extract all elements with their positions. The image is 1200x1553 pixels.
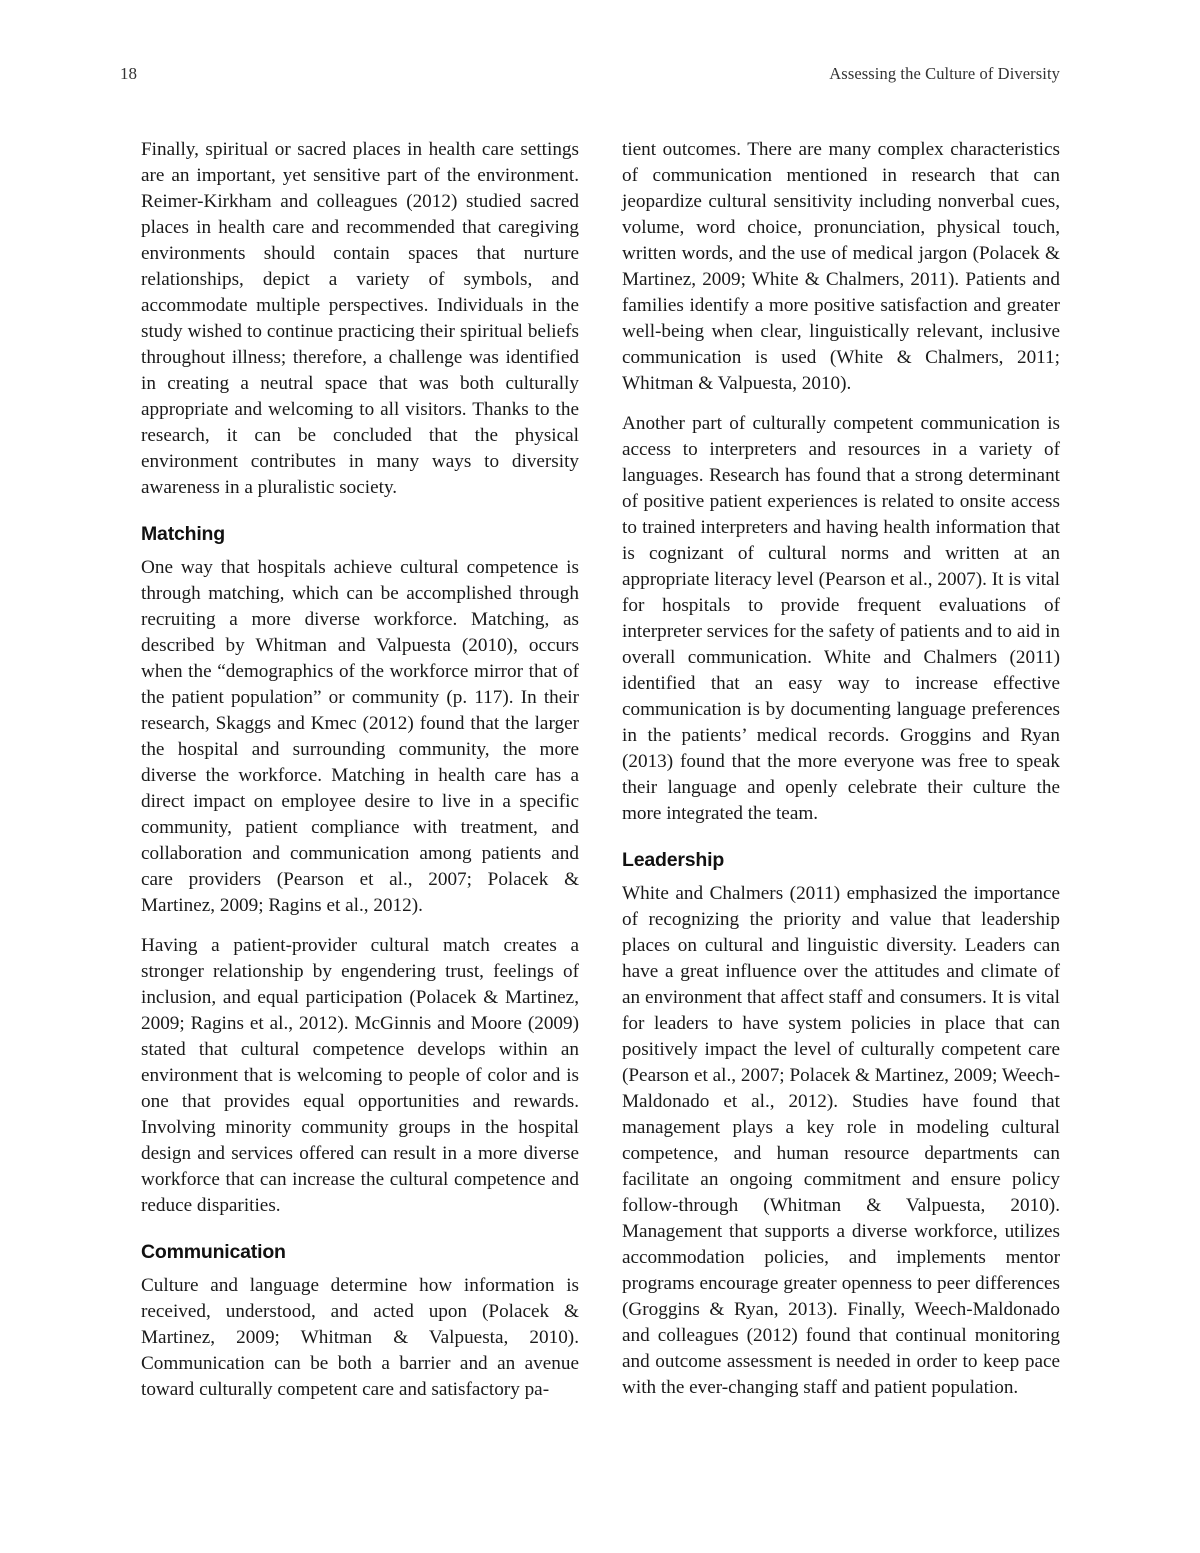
running-header: [120, 64, 1060, 90]
section-heading-communication: Communication: [141, 1241, 286, 1263]
page-number: 18: [120, 64, 137, 83]
section-heading-leadership: Leadership: [622, 849, 725, 871]
right-column: [622, 137, 1060, 1401]
paragraph-communication-outcomes: tient outcomes. There are many complex characteristics of communication mentioned in research that can jeopardize cultural sensitivity including nonverbal cues, volume, word choice, pronunciation, physical touch, written words, and the use of medical jargon (Polacek & Martinez, 2009; White & Chalmers, 2011). Patients and families identify a more positive satisfaction and greater well-being when clear, linguistically relevant, inclusive communication is used (White & Chalmers, 2011; Whitman & Valpuesta, 2010).: [622, 139, 1060, 394]
paragraph-communication-intro: Culture and language determine how information is received, understood, and acted upon (Polacek & Martinez, 2009; Whitman & Valpuesta, 2010). Communication can be both a barrier and an avenue toward culturally competent care and satisfactory pa-: [141, 1275, 579, 1400]
paragraph-leadership: White and Chalmers (2011) emphasized the importance of recognizing the priority and value that leadership places on cultural and linguistic diversity. Leaders can have a great influence over the attitudes and climate of an environment that affect staff and consumers. It is vital for leaders to have system policies in place that can positively impact the level of culturally competent care (Pearson et al., 2007; Polacek & Martinez, 2009; Weech-Maldonado et al., 2012). Studies have found that management plays a key role in modeling cultural competence, and human resource departments can facilitate an ongoing commitment and ensure policy follow-through (Whitman & Valpuesta, 2010). Management that supports a diverse workforce, utilizes accommodation policies, and implements mentor programs encourage greater openness to peer differences (Groggins & Ryan, 2013). Finally, Weech-Maldonado and colleagues (2012) found that continual monitoring and outcome assessment is needed in order to keep pace with the ever-changing staff and patient population.: [622, 883, 1060, 1398]
running-title: Assessing the Culture of Diversity: [829, 64, 1060, 83]
paragraph-sacred-places: Finally, spiritual or sacred places in health care settings are an important, yet sensitive part of the environment. Reimer-Kirkham and colleagues (2012) studied sacred places in health care and recommended that caregiving environments should contain spaces that nurture relationships, depict a variety of symbols, and accommodate multiple perspectives. Individuals in the study wished to continue practicing their spiritual beliefs throughout illness; therefore, a challenge was identified in creating a neutral space that was both culturally appropriate and welcoming to all visitors. Thanks to the research, it can be concluded that the physical environment contributes in many ways to diversity awareness in a pluralistic society.: [141, 139, 579, 498]
paragraph-interpreters: Another part of culturally competent communication is access to interpreters and resources in a variety of languages. Research has found that a strong determinant of positive patient experiences is related to onsite access to trained interpreters and having health information that is cognizant of cultural norms and written at an appropriate literacy level (Pearson et al., 2007). It is vital for hospitals to provide frequent evaluations of interpreter services for the safety of patients and to aid in overall communication. White and Chalmers (2011) identified that an easy way to increase effective communication is by documenting language preferences in the patients’ medical records. Groggins and Ryan (2013) found that the more everyone was free to speak their language and openly celebrate their culture the more integrated the team.: [622, 413, 1060, 824]
section-heading-matching: Matching: [141, 523, 225, 545]
left-column: [141, 137, 579, 1403]
paragraph-matching-intro: One way that hospitals achieve cultural competence is through matching, which can be accomplished through recruiting a more diverse workforce. Matching, as described by Whitman and Valpuesta (2010), occurs when the “demographics of the workforce mirror that of the patient population” or community (p. 117). In their research, Skaggs and Kmec (2012) found that the larger the hospital and surrounding community, the more diverse the workforce. Matching in health care has a direct impact on employee desire to live in a specific community, patient compliance with treatment, and collaboration and communication among patients and care providers (Pearson et al., 2007; Polacek & Martinez, 2009; Ragins et al., 2012).: [141, 557, 579, 916]
paragraph-cultural-match: Having a patient-provider cultural match creates a stronger relationship by engendering trust, feelings of inclusion, and equal participation (Polacek & Martinez, 2009; Ragins et al., 2012). McGinnis and Moore (2009) stated that cultural competence develops within an environment that is welcoming to people of color and is one that provides equal opportunities and rewards. Involving minority community groups in the hospital design and services offered can result in a more diverse workforce that can increase the cultural competence and reduce disparities.: [141, 935, 579, 1216]
